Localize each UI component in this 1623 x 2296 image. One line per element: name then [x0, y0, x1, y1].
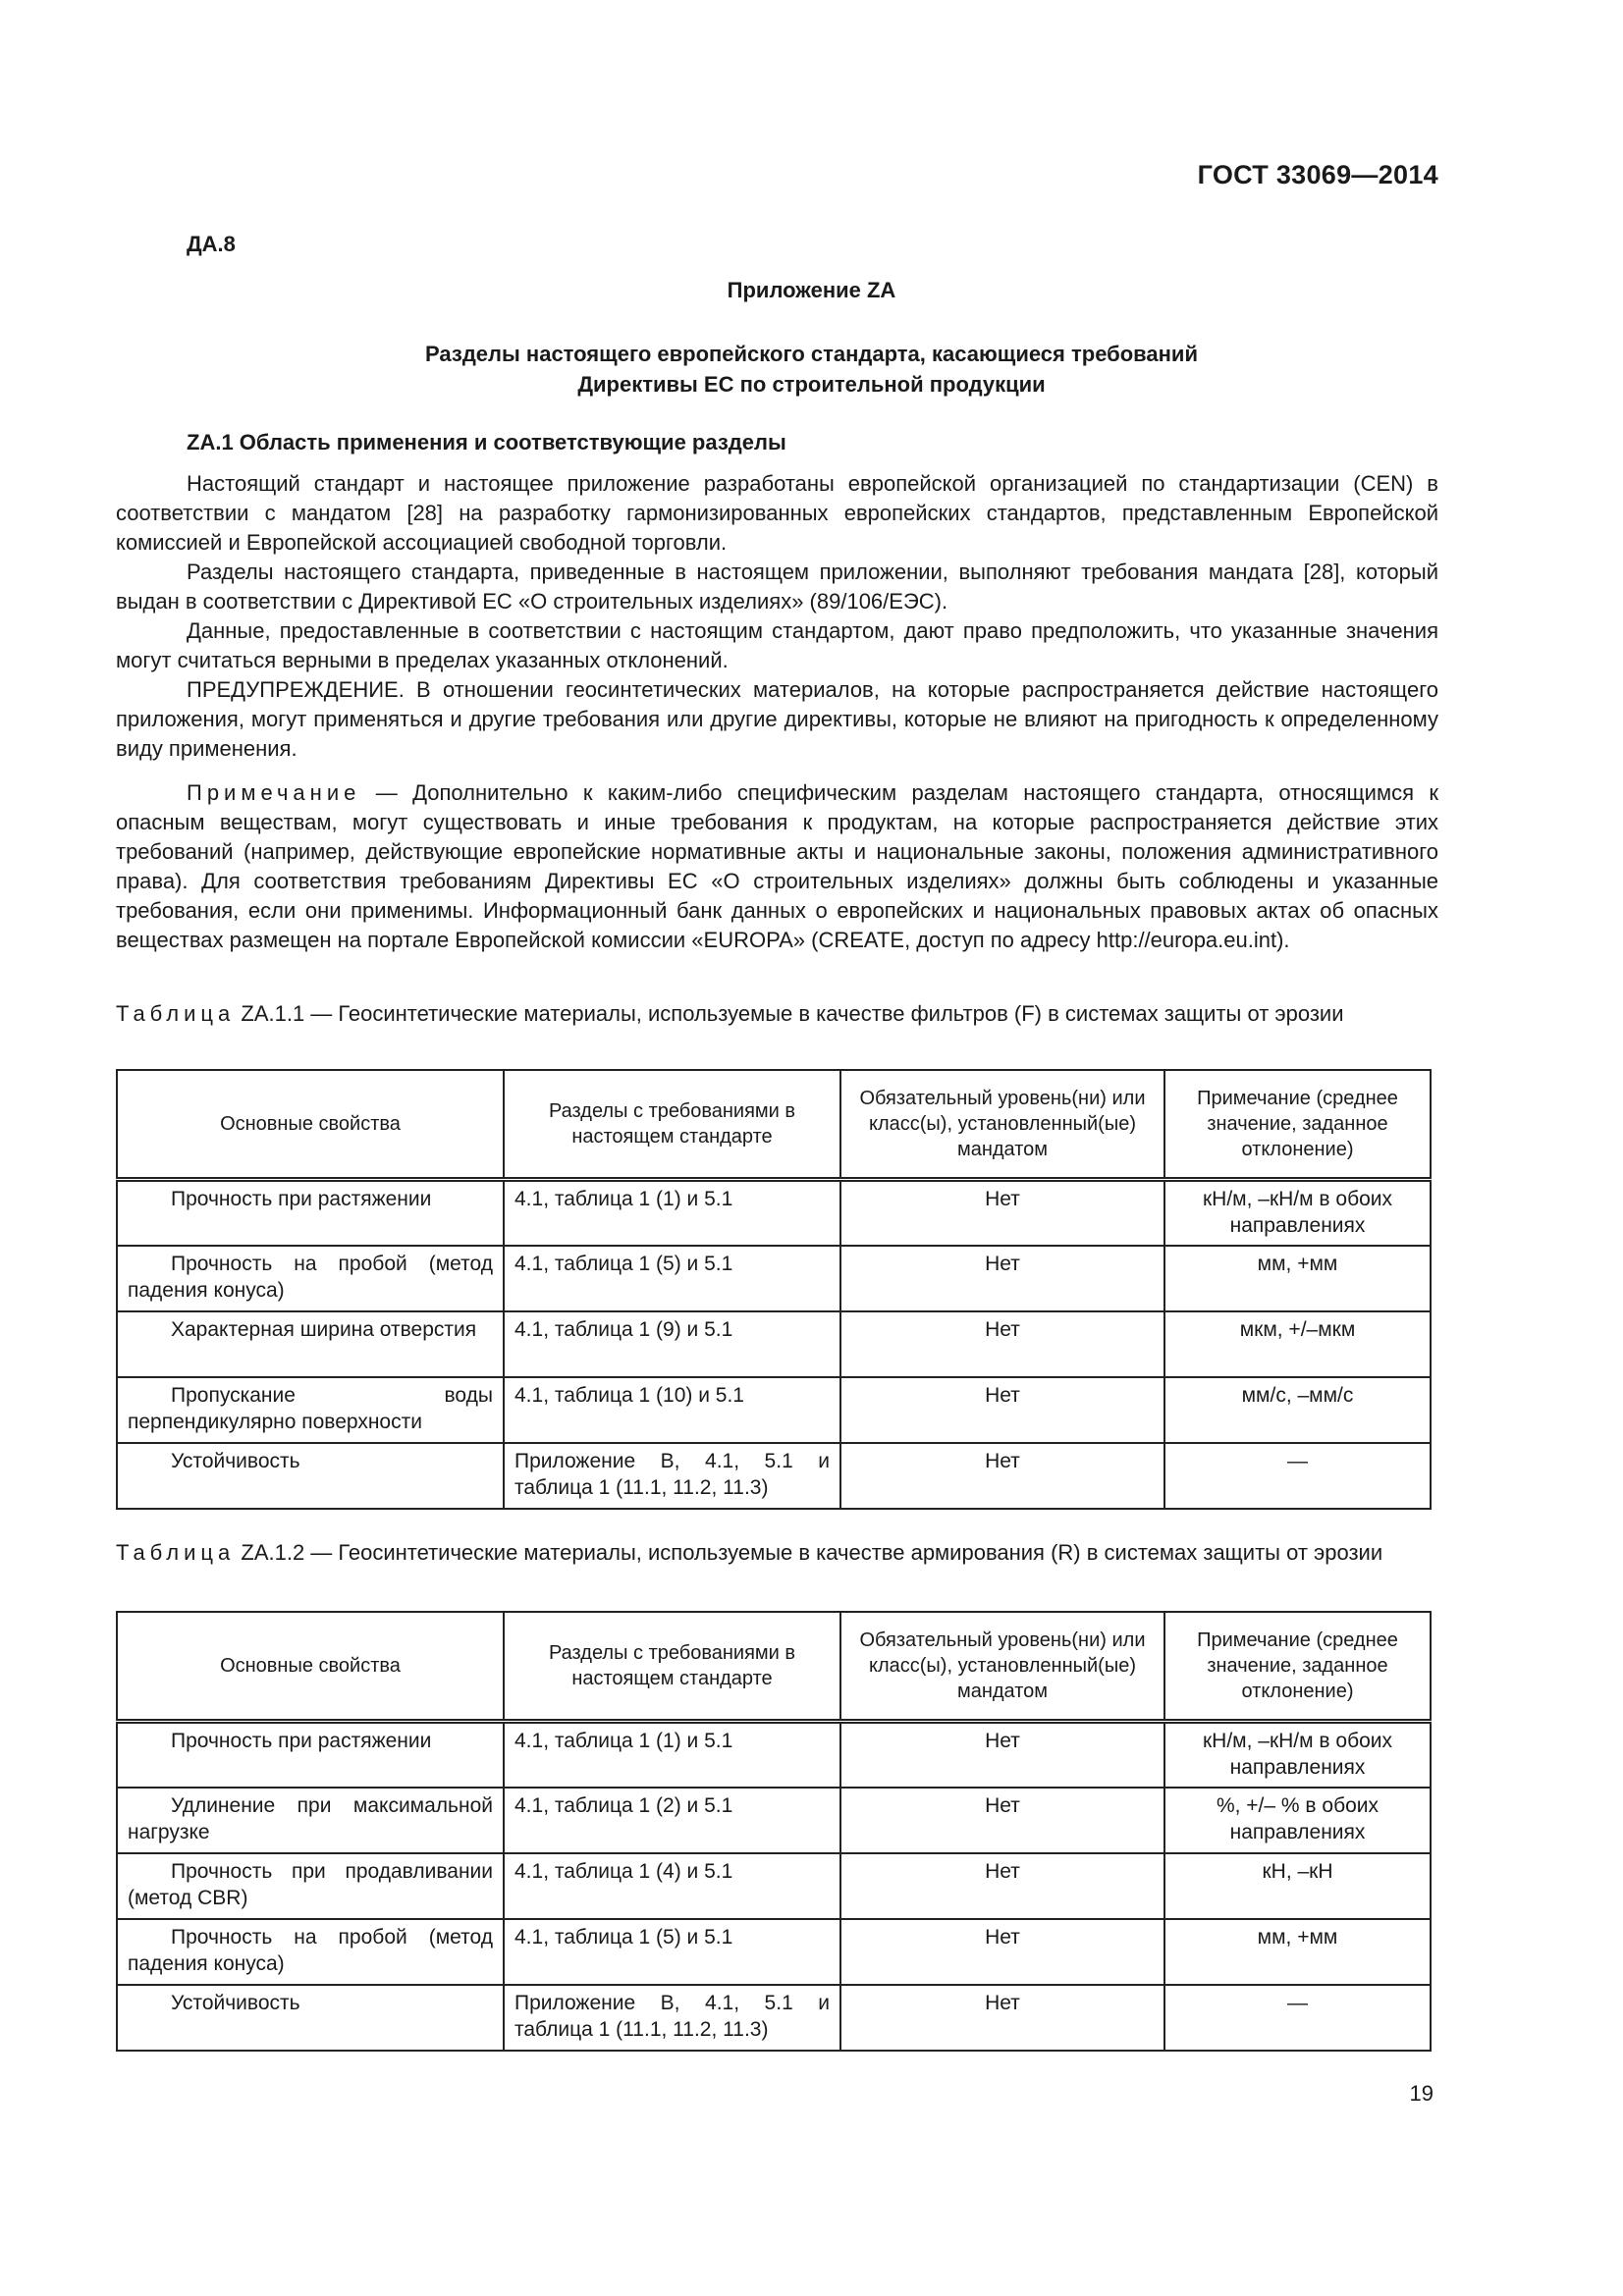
clauses-cell: 4.1, таблица 1 (5) и 5.1	[504, 1919, 840, 1985]
note-block	[116, 778, 1438, 955]
mandated-level-cell: Нет	[840, 1985, 1164, 2051]
note-cell: мм, +мм	[1164, 1246, 1431, 1311]
note-cell: мм, +мм	[1164, 1919, 1431, 1985]
clause-body	[116, 469, 1438, 764]
note-cell: мм/с, –мм/с	[1164, 1377, 1431, 1443]
mandated-level-cell: Нет	[840, 1180, 1164, 1246]
column-header: Обязательный уровень(ни) или класс(ы), установленный(ые) мандатом	[840, 1612, 1164, 1722]
table-row	[117, 1246, 1431, 1311]
column-header: Разделы с требованиями в настоящем стандарте	[504, 1070, 840, 1180]
column-header: Основные свойства	[117, 1612, 504, 1722]
paragraph: Данные, предоставленные в соответствии с настоящим стандартом, дают право предположить, что указанные значения могут считаться верными в пределах указанных отклонений.	[116, 618, 1438, 672]
table-row	[117, 1443, 1431, 1509]
clauses-cell: 4.1, таблица 1 (4) и 5.1	[504, 1853, 840, 1919]
table-row	[117, 1853, 1431, 1919]
paragraph: Разделы настоящего стандарта, приведенные в настоящем приложении, выполняют требования мандата [28], который выдан в соответствии с Директивой ЕС «О строительных изделиях» (89/106/ЕЭС).	[116, 560, 1438, 614]
table-row	[117, 1919, 1431, 1985]
note-text: Дополнительно к каким-либо специфическим разделам настоящего стандарта, относящимся к опасным веществам, могут существовать и иные требования к продуктам, на которые распространяется действие этих требований (например, действующие европейские нормативные акты и национальные законы, положения административного права). Для соответствия требованиям Директивы ЕС «О строительных изделиях» должны быть соблюдены и указанные требования, если они применимы. Информационный банк данных о европейских и национальных правовых актах об опасных веществах размещен на портале Европейской комиссии «EUROPA» (CREATE, доступ по адресу http://europa.eu.int).	[116, 780, 1438, 952]
appendix-subtitle-line-1: Разделы настоящего европейского стандарта, касающиеся требований	[425, 342, 1198, 366]
table-row	[117, 1377, 1431, 1443]
property-cell: Прочность на пробой (метод падения конуса)	[117, 1246, 504, 1311]
column-header: Обязательный уровень(ни) или класс(ы), установленный(ые) мандатом	[840, 1070, 1164, 1180]
table-1-caption	[116, 999, 1438, 1029]
mandated-level-cell: Нет	[840, 1443, 1164, 1509]
property-cell: Прочность при растяжении	[117, 1722, 504, 1788]
page-number: 19	[1409, 2081, 1434, 2106]
note-cell: кН/м, –кН/м в обоих направлениях	[1164, 1180, 1431, 1246]
property-cell: Устойчивость	[117, 1985, 504, 2051]
note-cell: мкм, +/–мкм	[1164, 1311, 1431, 1377]
mandated-level-cell: Нет	[840, 1919, 1164, 1985]
mandated-level-cell: Нет	[840, 1722, 1164, 1788]
table-2-caption	[116, 1538, 1438, 1568]
table-row	[117, 1722, 1431, 1788]
table-header-row	[117, 1612, 1431, 1722]
property-cell: Устойчивость	[117, 1443, 504, 1509]
appendix-title: Приложение ZA	[727, 278, 896, 302]
property-cell: Характерная ширина отверстия	[117, 1311, 504, 1377]
table-caption-label: Таблица	[116, 1001, 236, 1026]
mandated-level-cell: Нет	[840, 1246, 1164, 1311]
property-cell: Прочность при растяжении	[117, 1180, 504, 1246]
mandated-level-cell: Нет	[840, 1788, 1164, 1853]
table-header-row	[117, 1070, 1431, 1180]
table-caption-label: Таблица	[116, 1540, 236, 1565]
clauses-cell: 4.1, таблица 1 (9) и 5.1	[504, 1311, 840, 1377]
clauses-cell: 4.1, таблица 1 (10) и 5.1	[504, 1377, 840, 1443]
document-id: ГОСТ 33069—2014	[1197, 160, 1438, 189]
column-header: Разделы с требованиями в настоящем стандарте	[504, 1612, 840, 1722]
table-row	[117, 1985, 1431, 2051]
paragraph: Настоящий стандарт и настоящее приложение разработаны европейской организацией по стандартизации (CEN) в соответствии с мандатом [28] на разработку гармонизированных европейских стандартов, представленным Европейской комиссией и Европейской ассоциацией свободной торговли.	[116, 471, 1438, 555]
note-paragraph	[116, 778, 1438, 955]
clauses-cell: 4.1, таблица 1 (1) и 5.1	[504, 1180, 840, 1246]
clauses-cell: 4.1, таблица 1 (2) и 5.1	[504, 1788, 840, 1853]
column-header: Основные свойства	[117, 1070, 504, 1180]
table-row	[117, 1311, 1431, 1377]
appendix-subtitle	[0, 339, 1623, 400]
mandated-level-cell: Нет	[840, 1311, 1164, 1377]
table-caption-text: ZA.1.1 — Геосинтетические материалы, используемые в качестве фильтров (F) в системах защиты от эрозии	[235, 1001, 1344, 1026]
table-row	[117, 1788, 1431, 1853]
table-caption-text: ZA.1.2 — Геосинтетические материалы, используемые в качестве армирования (R) в системах защиты от эрозии	[235, 1540, 1383, 1565]
mandated-level-cell: Нет	[840, 1377, 1164, 1443]
note-cell: кН/м, –кН/м в обоих направлениях	[1164, 1722, 1431, 1788]
column-header: Примечание (среднее значение, заданное отклонение)	[1164, 1612, 1431, 1722]
warning-paragraph: ПРЕДУПРЕЖДЕНИЕ. В отношении геосинтетических материалов, на которые распространяется действие настоящего приложения, могут применяться и другие требования или другие директивы, которые не влияют на пригодность к определенному виду применения.	[116, 677, 1438, 761]
property-cell: Пропускание воды перпендикулярно поверхности	[117, 1377, 504, 1443]
column-header: Примечание (среднее значение, заданное отклонение)	[1164, 1070, 1431, 1180]
note-cell: кН, –кН	[1164, 1853, 1431, 1919]
note-dash: —	[360, 780, 413, 805]
note-cell: —	[1164, 1985, 1431, 2051]
property-cell: Прочность при продавливании (метод CBR)	[117, 1853, 504, 1919]
clauses-cell: 4.1, таблица 1 (1) и 5.1	[504, 1722, 840, 1788]
clauses-cell: Приложение В, 4.1, 5.1 и таблица 1 (11.1, 11.2, 11.3)	[504, 1985, 840, 2051]
appendix-subtitle-line-2: Директивы ЕС по строительной продукции	[577, 372, 1046, 397]
note-label: Примечание	[187, 780, 361, 805]
mandated-level-cell: Нет	[840, 1853, 1164, 1919]
note-cell: %, +/– % в обоих направлениях	[1164, 1788, 1431, 1853]
note-cell: —	[1164, 1443, 1431, 1509]
table-1	[116, 1069, 1432, 1510]
clauses-cell: Приложение В, 4.1, 5.1 и таблица 1 (11.1, 11.2, 11.3)	[504, 1443, 840, 1509]
section-label: ДА.8	[187, 232, 236, 256]
property-cell: Прочность на пробой (метод падения конуса)	[117, 1919, 504, 1985]
property-cell: Удлинение при максимальной нагрузке	[117, 1788, 504, 1853]
clause-heading: ZA.1 Область применения и соответствующие разделы	[187, 430, 786, 454]
table-row	[117, 1180, 1431, 1246]
table-2	[116, 1611, 1432, 2052]
clauses-cell: 4.1, таблица 1 (5) и 5.1	[504, 1246, 840, 1311]
